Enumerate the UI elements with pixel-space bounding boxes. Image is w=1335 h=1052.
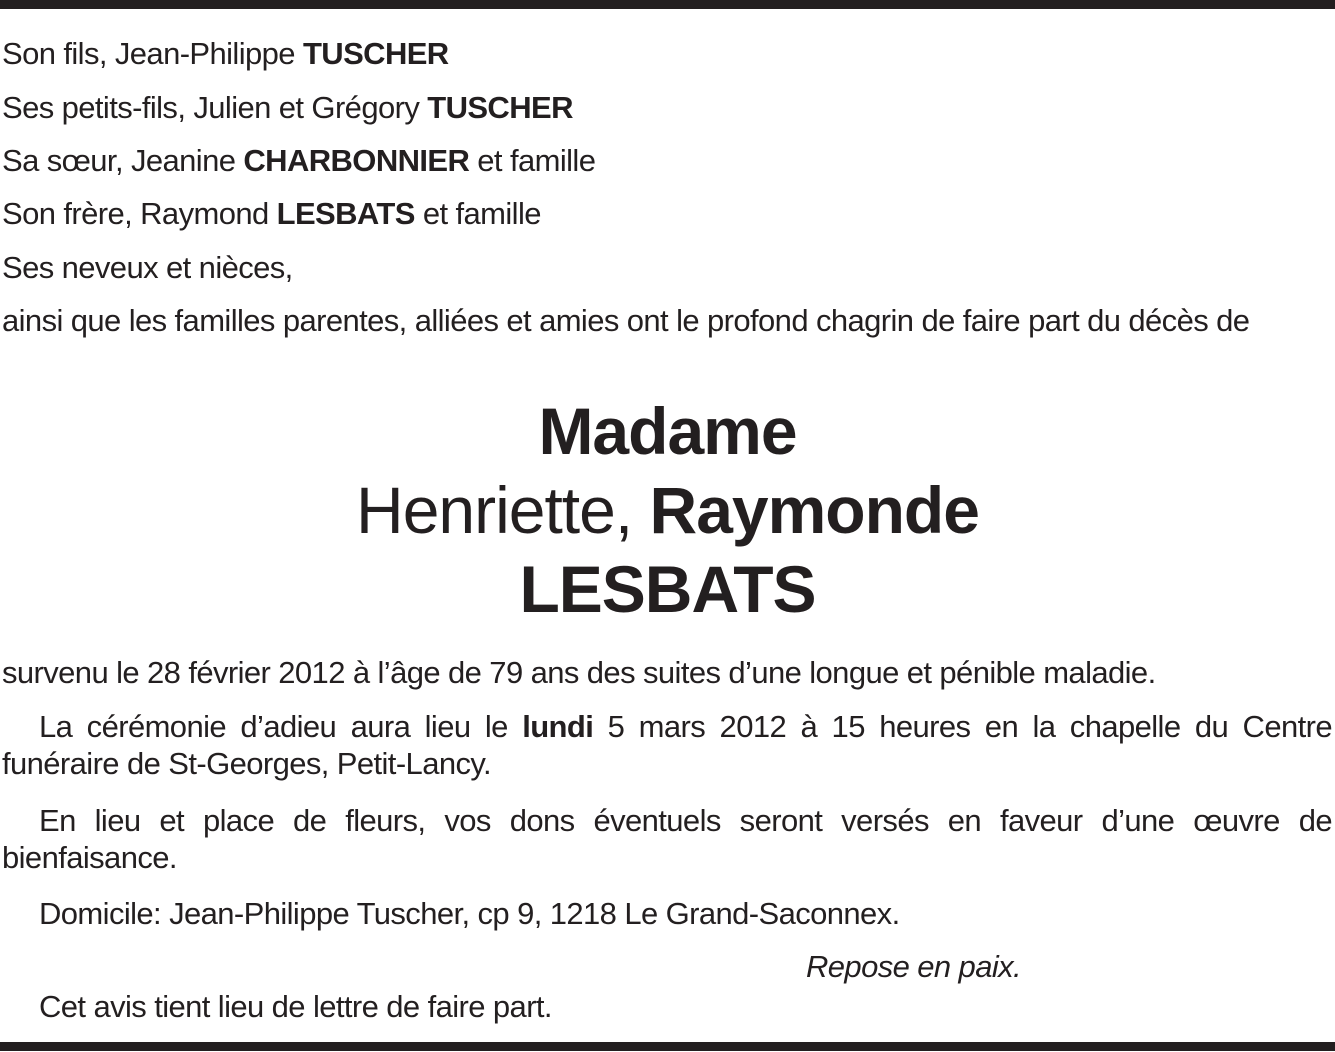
donations-paragraph: En lieu et place de fleurs, vos dons éventuels seront versés en faveur d’une œuvre de bienfaisance.	[2, 803, 1332, 875]
deceased-given-names	[0, 471, 1335, 550]
family-text: Ses neveux et nièces,	[2, 250, 293, 285]
ceremony-text: La cérémonie d’adieu aura lieu le	[39, 709, 523, 744]
family-text: Son fils, Jean-Philippe	[2, 36, 303, 71]
bottom-rule	[0, 1042, 1335, 1051]
family-surname: TUSCHER	[302, 36, 449, 71]
family-line-grandsons	[2, 89, 573, 126]
family-suffix: et famille	[469, 143, 596, 178]
deceased-title: Madame	[538, 394, 797, 468]
ceremony-paragraph	[2, 708, 1332, 782]
family-line-brother	[2, 195, 541, 232]
family-line-sister	[2, 142, 595, 179]
given-names: Henriette,	[356, 473, 633, 547]
closing-line: Cet avis tient lieu de lettre de faire part.	[39, 989, 552, 1024]
ceremony-day: lundi	[522, 709, 594, 744]
family-surname: LESBATS	[276, 196, 415, 231]
family-text: Sa sœur, Jeanine	[2, 143, 244, 178]
family-surname: TUSCHER	[427, 90, 573, 125]
given-name-bold: Raymonde	[649, 473, 979, 547]
family-surname: CHARBONNIER	[243, 143, 470, 178]
family-line-son	[2, 35, 449, 72]
deceased-surname: LESBATS	[519, 552, 816, 626]
domicile-line: Domicile: Jean-Philippe Tuscher, cp 9, 1218 Le Grand-Saconnex.	[39, 896, 900, 931]
family-text: Ses petits-fils, Julien et Grégory	[2, 90, 428, 125]
deceased-name-block	[0, 392, 1335, 629]
announcement-paragraph: ainsi que les familles parentes, alliées et amies ont le profond chagrin de faire part du décès de	[2, 303, 1250, 338]
circumstances-paragraph: survenu le 28 février 2012 à l’âge de 79 ans des suites d’une longue et pénible maladie.	[2, 655, 1156, 690]
family-suffix: et famille	[414, 196, 541, 231]
family-text: Son frère, Raymond	[2, 196, 277, 231]
signoff: Repose en paix.	[806, 949, 1022, 984]
ceremony-text-end: 5 mars 2012 à 15 heures en la chapelle du Centre funéraire de St-Georges, Petit-Lancy.	[2, 709, 1333, 781]
family-line-nephews	[2, 249, 293, 286]
